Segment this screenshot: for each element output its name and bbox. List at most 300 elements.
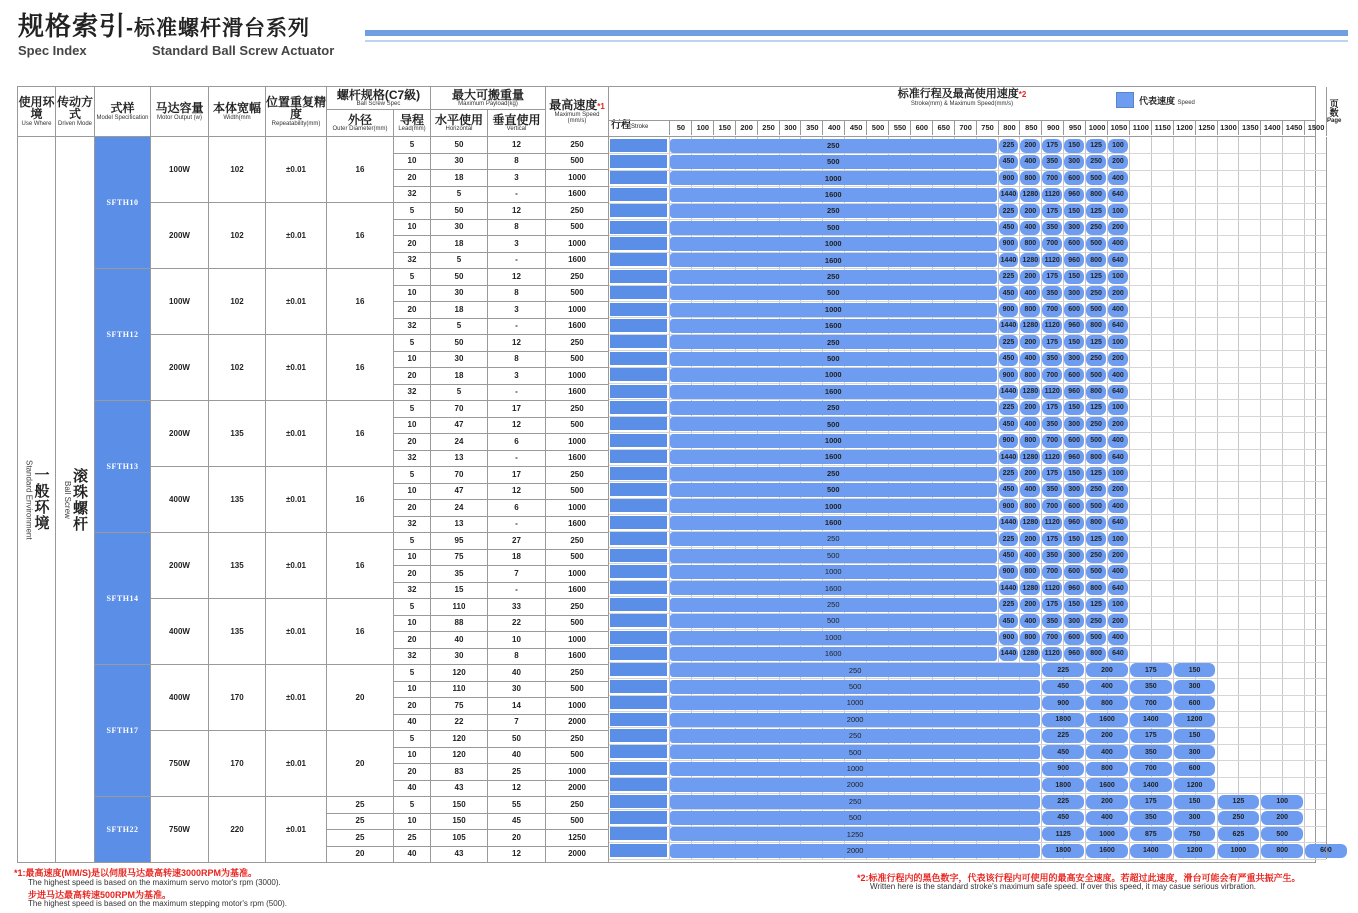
stroke-stub xyxy=(610,171,667,184)
speed-step: 640 xyxy=(1108,188,1128,202)
speed-step: 1440 xyxy=(999,253,1019,267)
vertical-cell: 12 xyxy=(488,203,546,220)
horizontal-cell: 40 xyxy=(431,632,488,649)
speed-cell: 500 xyxy=(546,351,609,368)
speed-step: 200 xyxy=(1020,598,1040,612)
model-cell: SFTH14 xyxy=(95,533,151,665)
stroke-bars xyxy=(609,137,1332,859)
speed-step: 225 xyxy=(999,270,1019,284)
outer-cell: 16 xyxy=(327,137,394,203)
speed-step: 640 xyxy=(1108,581,1128,595)
speed-step: 100 xyxy=(1108,270,1128,284)
outer-cell: 16 xyxy=(327,533,394,599)
speed-step: 300 xyxy=(1064,352,1084,366)
horizontal-cell: 30 xyxy=(431,285,488,302)
speed-step: 960 xyxy=(1064,188,1084,202)
speed-step: 450 xyxy=(999,417,1019,431)
lead-cell: 20 xyxy=(394,170,431,187)
stroke-tick: 850 xyxy=(1019,120,1042,135)
vertical-cell: 6 xyxy=(488,434,546,451)
header-stroke-speed xyxy=(609,87,1342,137)
speed-bar: 2000 xyxy=(670,844,1040,858)
speed-step: 1800 xyxy=(1042,778,1084,792)
horizontal-cell: 18 xyxy=(431,368,488,385)
outer-cell: 20 xyxy=(327,665,394,731)
speed-step: 225 xyxy=(1042,663,1084,677)
speed-cell: 250 xyxy=(546,467,609,484)
speed-cell: 500 xyxy=(546,483,609,500)
lead-cell: 5 xyxy=(394,467,431,484)
speed-step: 800 xyxy=(1086,385,1106,399)
speed-cell: 500 xyxy=(546,813,609,830)
speed-bar: 1000 xyxy=(670,565,997,579)
vertical-cell: 30 xyxy=(488,681,546,698)
speed-step: 150 xyxy=(1174,729,1216,743)
motor-cell: 750W xyxy=(151,731,209,797)
stroke-tick: 1150 xyxy=(1151,120,1174,135)
horizontal-cell: 30 xyxy=(431,648,488,665)
speed-bar: 250 xyxy=(670,467,997,481)
vertical-cell: - xyxy=(488,450,546,467)
speed-cell: 1600 xyxy=(546,648,609,665)
speed-step: 225 xyxy=(999,139,1019,153)
speed-step: 900 xyxy=(999,434,1019,448)
title-en-main: Spec Index xyxy=(18,43,87,58)
speed-step: 350 xyxy=(1130,745,1172,759)
horizontal-cell: 13 xyxy=(431,450,488,467)
lead-cell: 20 xyxy=(394,566,431,583)
stroke-axis-line xyxy=(609,120,1315,121)
stroke-stub xyxy=(610,516,667,529)
speed-step: 500 xyxy=(1086,565,1106,579)
lead-cell: 5 xyxy=(394,203,431,220)
horizontal-cell: 43 xyxy=(431,780,488,797)
speed-step: 125 xyxy=(1086,532,1106,546)
note-2: *2:标准行程内的黑色数字，代表该行程内可使用的最高安全速度。若超过此速度，滑台可能会有严重共振产生。 xyxy=(857,873,1301,883)
stroke-tick: 150 xyxy=(713,120,736,135)
stroke-stub xyxy=(610,368,667,381)
stroke-chart xyxy=(609,137,1332,863)
vertical-cell: 12 xyxy=(488,483,546,500)
speed-step: 900 xyxy=(999,237,1019,251)
lead-cell: 5 xyxy=(394,137,431,154)
motor-cell: 400W xyxy=(151,599,209,665)
speed-step: 200 xyxy=(1086,795,1128,809)
speed-step: 1440 xyxy=(999,319,1019,333)
speed-bar: 500 xyxy=(670,286,997,300)
speed-step: 1600 xyxy=(1086,844,1128,858)
header-rule-thin xyxy=(365,40,1348,42)
speed-step: 960 xyxy=(1064,319,1084,333)
lead-cell: 20 xyxy=(394,632,431,649)
note-1-en: The highest speed is based on the maximum servo motor's rpm (3000). xyxy=(28,878,281,887)
page-title xyxy=(18,6,310,43)
header-vert: 垂直使用 Vertical xyxy=(488,110,546,137)
speed-step: 700 xyxy=(1042,565,1062,579)
speed-bar: 250 xyxy=(670,532,997,546)
vertical-cell: 22 xyxy=(488,615,546,632)
stroke-stub xyxy=(610,680,667,693)
speed-cell: 500 xyxy=(546,153,609,170)
stroke-stub xyxy=(610,532,667,545)
speed-step: 600 xyxy=(1064,631,1084,645)
speed-step: 250 xyxy=(1218,811,1260,825)
speed-bar: 500 xyxy=(670,221,997,235)
speed-step: 200 xyxy=(1261,811,1303,825)
title-main: 规格索引 xyxy=(18,11,127,41)
speed-step: 1600 xyxy=(1086,778,1128,792)
speed-step: 750 xyxy=(1174,827,1216,841)
speed-step: 1280 xyxy=(1020,581,1040,595)
lead-cell: 32 xyxy=(394,252,431,269)
vertical-cell: 12 xyxy=(488,335,546,352)
speed-bar: 1600 xyxy=(670,516,997,530)
repeat-cell: ±0.01 xyxy=(266,533,327,599)
speed-step: 600 xyxy=(1064,237,1084,251)
horizontal-cell: 70 xyxy=(431,467,488,484)
outer-cell: 16 xyxy=(327,467,394,533)
speed-step: 150 xyxy=(1064,467,1084,481)
speed-step: 600 xyxy=(1064,434,1084,448)
lead-cell: 5 xyxy=(394,401,431,418)
speed-step: 225 xyxy=(999,598,1019,612)
speed-step: 125 xyxy=(1086,335,1106,349)
speed-step: 700 xyxy=(1042,631,1062,645)
speed-step: 125 xyxy=(1086,270,1106,284)
speed-step: 250 xyxy=(1086,549,1106,563)
vertical-cell: 45 xyxy=(488,813,546,830)
speed-step: 1120 xyxy=(1042,188,1062,202)
stroke-tick: 1000 xyxy=(1085,120,1108,135)
speed-step: 150 xyxy=(1064,598,1084,612)
speed-step: 250 xyxy=(1086,483,1106,497)
repeat-cell: ±0.01 xyxy=(266,137,327,203)
vertical-cell: - xyxy=(488,384,546,401)
width-cell: 102 xyxy=(209,335,266,401)
vertical-cell: 12 xyxy=(488,269,546,286)
speed-cell: 500 xyxy=(546,681,609,698)
stroke-stub xyxy=(610,713,667,726)
speed-step: 960 xyxy=(1064,581,1084,595)
stroke-tick: 1200 xyxy=(1173,120,1196,135)
speed-step: 250 xyxy=(1086,221,1106,235)
vertical-cell: 8 xyxy=(488,219,546,236)
speed-bar: 2000 xyxy=(670,778,1040,792)
speed-step: 1125 xyxy=(1042,827,1084,841)
speed-bar: 500 xyxy=(670,417,997,431)
speed-step: 225 xyxy=(999,204,1019,218)
vertical-cell: 40 xyxy=(488,665,546,682)
lead-cell: 20 xyxy=(394,434,431,451)
speed-cell: 1000 xyxy=(546,566,609,583)
speed-step: 200 xyxy=(1020,270,1040,284)
stroke-tick: 1350 xyxy=(1238,120,1261,135)
row-line xyxy=(609,383,1326,384)
speed-bar: 500 xyxy=(670,549,997,563)
outer-cell: 16 xyxy=(327,335,394,401)
width-cell: 102 xyxy=(209,203,266,269)
stroke-stub xyxy=(610,844,667,857)
lead-cell: 32 xyxy=(394,186,431,203)
stroke-stub xyxy=(610,253,667,266)
speed-cell: 500 xyxy=(546,417,609,434)
speed-cell: 1000 xyxy=(546,434,609,451)
speed-step: 1120 xyxy=(1042,450,1062,464)
vertical-cell: 25 xyxy=(488,764,546,781)
lead-cell: 5 xyxy=(394,731,431,748)
speed-step: 200 xyxy=(1020,139,1040,153)
speed-step: 1440 xyxy=(999,385,1019,399)
stroke-stub xyxy=(610,335,667,348)
speed-cell: 250 xyxy=(546,665,609,682)
speed-step: 1280 xyxy=(1020,253,1040,267)
motor-cell: 200W xyxy=(151,203,209,269)
speed-step: 175 xyxy=(1130,663,1172,677)
speed-step: 175 xyxy=(1042,598,1062,612)
stroke-stub xyxy=(610,319,667,332)
stroke-stub xyxy=(610,434,667,447)
horizontal-cell: 120 xyxy=(431,731,488,748)
stroke-stub xyxy=(610,762,667,775)
speed-step: 350 xyxy=(1042,286,1062,300)
stroke-stub xyxy=(610,385,667,398)
horizontal-cell: 22 xyxy=(431,714,488,731)
speed-step: 900 xyxy=(999,565,1019,579)
row-line xyxy=(609,219,1326,220)
speed-step: 600 xyxy=(1064,171,1084,185)
stroke-stub xyxy=(610,795,667,808)
speed-bar: 250 xyxy=(670,335,997,349)
stroke-stub xyxy=(610,549,667,562)
speed-step: 700 xyxy=(1042,171,1062,185)
lead-cell: 10 xyxy=(394,813,431,830)
lead-cell: 32 xyxy=(394,384,431,401)
stroke-stub xyxy=(610,598,667,611)
speed-cell: 1600 xyxy=(546,450,609,467)
speed-step: 150 xyxy=(1064,532,1084,546)
outer-cell: 20 xyxy=(327,846,394,863)
speed-step: 1120 xyxy=(1042,319,1062,333)
vertical-cell: 3 xyxy=(488,170,546,187)
speed-step: 300 xyxy=(1174,811,1216,825)
speed-cell: 1600 xyxy=(546,384,609,401)
speed-step: 125 xyxy=(1086,204,1106,218)
speed-step: 800 xyxy=(1020,631,1040,645)
speed-cell: 1000 xyxy=(546,500,609,517)
horizontal-cell: 24 xyxy=(431,500,488,517)
speed-step: 350 xyxy=(1042,549,1062,563)
vertical-cell: - xyxy=(488,252,546,269)
horizontal-cell: 15 xyxy=(431,582,488,599)
speed-step: 900 xyxy=(1042,762,1084,776)
speed-step: 400 xyxy=(1108,631,1128,645)
lead-cell: 32 xyxy=(394,450,431,467)
model-cell: SFTH22 xyxy=(95,797,151,863)
speed-step: 900 xyxy=(999,499,1019,513)
vertical-cell: 14 xyxy=(488,698,546,715)
vertical-cell: - xyxy=(488,516,546,533)
model-cell: SFTH17 xyxy=(95,665,151,797)
speed-step: 800 xyxy=(1020,171,1040,185)
speed-step: 300 xyxy=(1064,155,1084,169)
horizontal-cell: 47 xyxy=(431,417,488,434)
speed-step: 1200 xyxy=(1174,713,1216,727)
horizontal-cell: 50 xyxy=(431,137,488,154)
speed-step: 350 xyxy=(1130,680,1172,694)
speed-step: 300 xyxy=(1064,417,1084,431)
stroke-stub xyxy=(610,614,667,627)
speed-step: 1120 xyxy=(1042,647,1062,661)
legend-swatch xyxy=(1116,92,1134,108)
speed-step: 350 xyxy=(1042,221,1062,235)
stroke-tick: 250 xyxy=(757,120,780,135)
speed-bar: 1600 xyxy=(670,647,997,661)
header-drive: 传动方式 Driven Mode xyxy=(56,87,95,137)
speed-bar: 500 xyxy=(670,483,997,497)
speed-step: 1280 xyxy=(1020,647,1040,661)
speed-step: 640 xyxy=(1108,319,1128,333)
speed-step: 450 xyxy=(1042,680,1084,694)
speed-bar: 250 xyxy=(670,139,997,153)
speed-bar: 1600 xyxy=(670,188,997,202)
vertical-cell: 50 xyxy=(488,731,546,748)
speed-step: 300 xyxy=(1174,680,1216,694)
speed-step: 100 xyxy=(1108,335,1128,349)
outer-cell: 16 xyxy=(327,401,394,467)
model-cell: SFTH13 xyxy=(95,401,151,533)
stroke-stub xyxy=(610,303,667,316)
lead-cell: 20 xyxy=(394,302,431,319)
vertical-cell: 12 xyxy=(488,417,546,434)
width-cell: 102 xyxy=(209,137,266,203)
speed-step: 900 xyxy=(999,171,1019,185)
horizontal-cell: 83 xyxy=(431,764,488,781)
speed-bar: 500 xyxy=(670,811,1040,825)
stroke-stub xyxy=(610,696,667,709)
speed-step: 1400 xyxy=(1130,778,1172,792)
stroke-tick: 600 xyxy=(910,120,933,135)
speed-bar: 250 xyxy=(670,795,1040,809)
repeat-cell: ±0.01 xyxy=(266,665,327,731)
speed-step: 175 xyxy=(1042,401,1062,415)
stroke-stub xyxy=(610,631,667,644)
lead-cell: 40 xyxy=(394,846,431,863)
speed-step: 400 xyxy=(1020,352,1040,366)
speed-cell: 250 xyxy=(546,731,609,748)
stroke-stub xyxy=(610,467,667,480)
stroke-stub xyxy=(610,499,667,512)
speed-step: 600 xyxy=(1064,499,1084,513)
outer-cell: 25 xyxy=(327,797,394,814)
speed-step: 1000 xyxy=(1218,844,1260,858)
vertical-cell: 17 xyxy=(488,401,546,418)
lead-cell: 40 xyxy=(394,780,431,797)
speed-step: 225 xyxy=(1042,729,1084,743)
vertical-cell: 27 xyxy=(488,533,546,550)
speed-step: 250 xyxy=(1086,614,1106,628)
speed-step: 960 xyxy=(1064,450,1084,464)
horizontal-cell: 5 xyxy=(431,384,488,401)
repeat-cell: ±0.01 xyxy=(266,797,327,863)
speed-step: 1400 xyxy=(1130,844,1172,858)
speed-step: 1200 xyxy=(1174,778,1216,792)
width-cell: 135 xyxy=(209,401,266,467)
speed-step: 900 xyxy=(999,368,1019,382)
speed-bar: 500 xyxy=(670,155,997,169)
speed-step: 700 xyxy=(1130,762,1172,776)
stroke-tick: 500 xyxy=(866,120,889,135)
speed-bar: 1000 xyxy=(670,499,997,513)
repeat-cell: ±0.01 xyxy=(266,467,327,533)
speed-step: 800 xyxy=(1086,647,1106,661)
speed-cell: 1000 xyxy=(546,368,609,385)
speed-step: 800 xyxy=(1086,319,1106,333)
speed-step: 500 xyxy=(1086,303,1106,317)
stroke-stub xyxy=(610,647,667,660)
speed-step: 500 xyxy=(1086,237,1106,251)
speed-step: 450 xyxy=(1042,811,1084,825)
speed-cell: 250 xyxy=(546,533,609,550)
stroke-tick: 900 xyxy=(1041,120,1064,135)
stroke-stub xyxy=(610,729,667,742)
speed-step: 175 xyxy=(1130,729,1172,743)
speed-step: 500 xyxy=(1086,368,1106,382)
speed-step: 640 xyxy=(1108,253,1128,267)
stroke-stub xyxy=(610,139,667,152)
lead-cell: 5 xyxy=(394,797,431,814)
lead-cell: 20 xyxy=(394,698,431,715)
stroke-tick: 1400 xyxy=(1260,120,1283,135)
speed-bar: 250 xyxy=(670,401,997,415)
horizontal-cell: 110 xyxy=(431,681,488,698)
speed-step: 800 xyxy=(1020,434,1040,448)
speed-step: 250 xyxy=(1086,155,1106,169)
horizontal-cell: 120 xyxy=(431,747,488,764)
speed-step: 400 xyxy=(1086,811,1128,825)
speed-step: 200 xyxy=(1020,467,1040,481)
speed-cell: 1000 xyxy=(546,170,609,187)
speed-step: 450 xyxy=(999,352,1019,366)
speed-cell: 250 xyxy=(546,335,609,352)
speed-step: 600 xyxy=(1064,565,1084,579)
speed-step: 400 xyxy=(1086,680,1128,694)
lead-cell: 20 xyxy=(394,764,431,781)
lead-cell: 10 xyxy=(394,747,431,764)
speed-cell: 250 xyxy=(546,137,609,154)
header-use: 使用环境 Use Where xyxy=(18,87,56,137)
speed-step: 500 xyxy=(1086,171,1106,185)
speed-step: 800 xyxy=(1086,581,1106,595)
page-column xyxy=(1326,137,1327,859)
speed-step: 500 xyxy=(1261,827,1303,841)
stroke-stub xyxy=(610,663,667,676)
horizontal-cell: 95 xyxy=(431,533,488,550)
lead-cell: 5 xyxy=(394,335,431,352)
speed-bar: 500 xyxy=(670,680,1040,694)
speed-step: 150 xyxy=(1174,663,1216,677)
speed-step: 225 xyxy=(999,401,1019,415)
speed-cell: 250 xyxy=(546,269,609,286)
speed-step: 200 xyxy=(1108,352,1128,366)
header-repeat: 位置重复精度 Repeatability(mm) xyxy=(266,87,327,137)
lead-cell: 20 xyxy=(394,500,431,517)
width-cell: 220 xyxy=(209,797,266,863)
speed-step: 450 xyxy=(999,483,1019,497)
horizontal-cell: 75 xyxy=(431,549,488,566)
speed-step: 300 xyxy=(1174,745,1216,759)
stroke-tick: 750 xyxy=(976,120,999,135)
speed-bar: 1250 xyxy=(670,827,1040,841)
